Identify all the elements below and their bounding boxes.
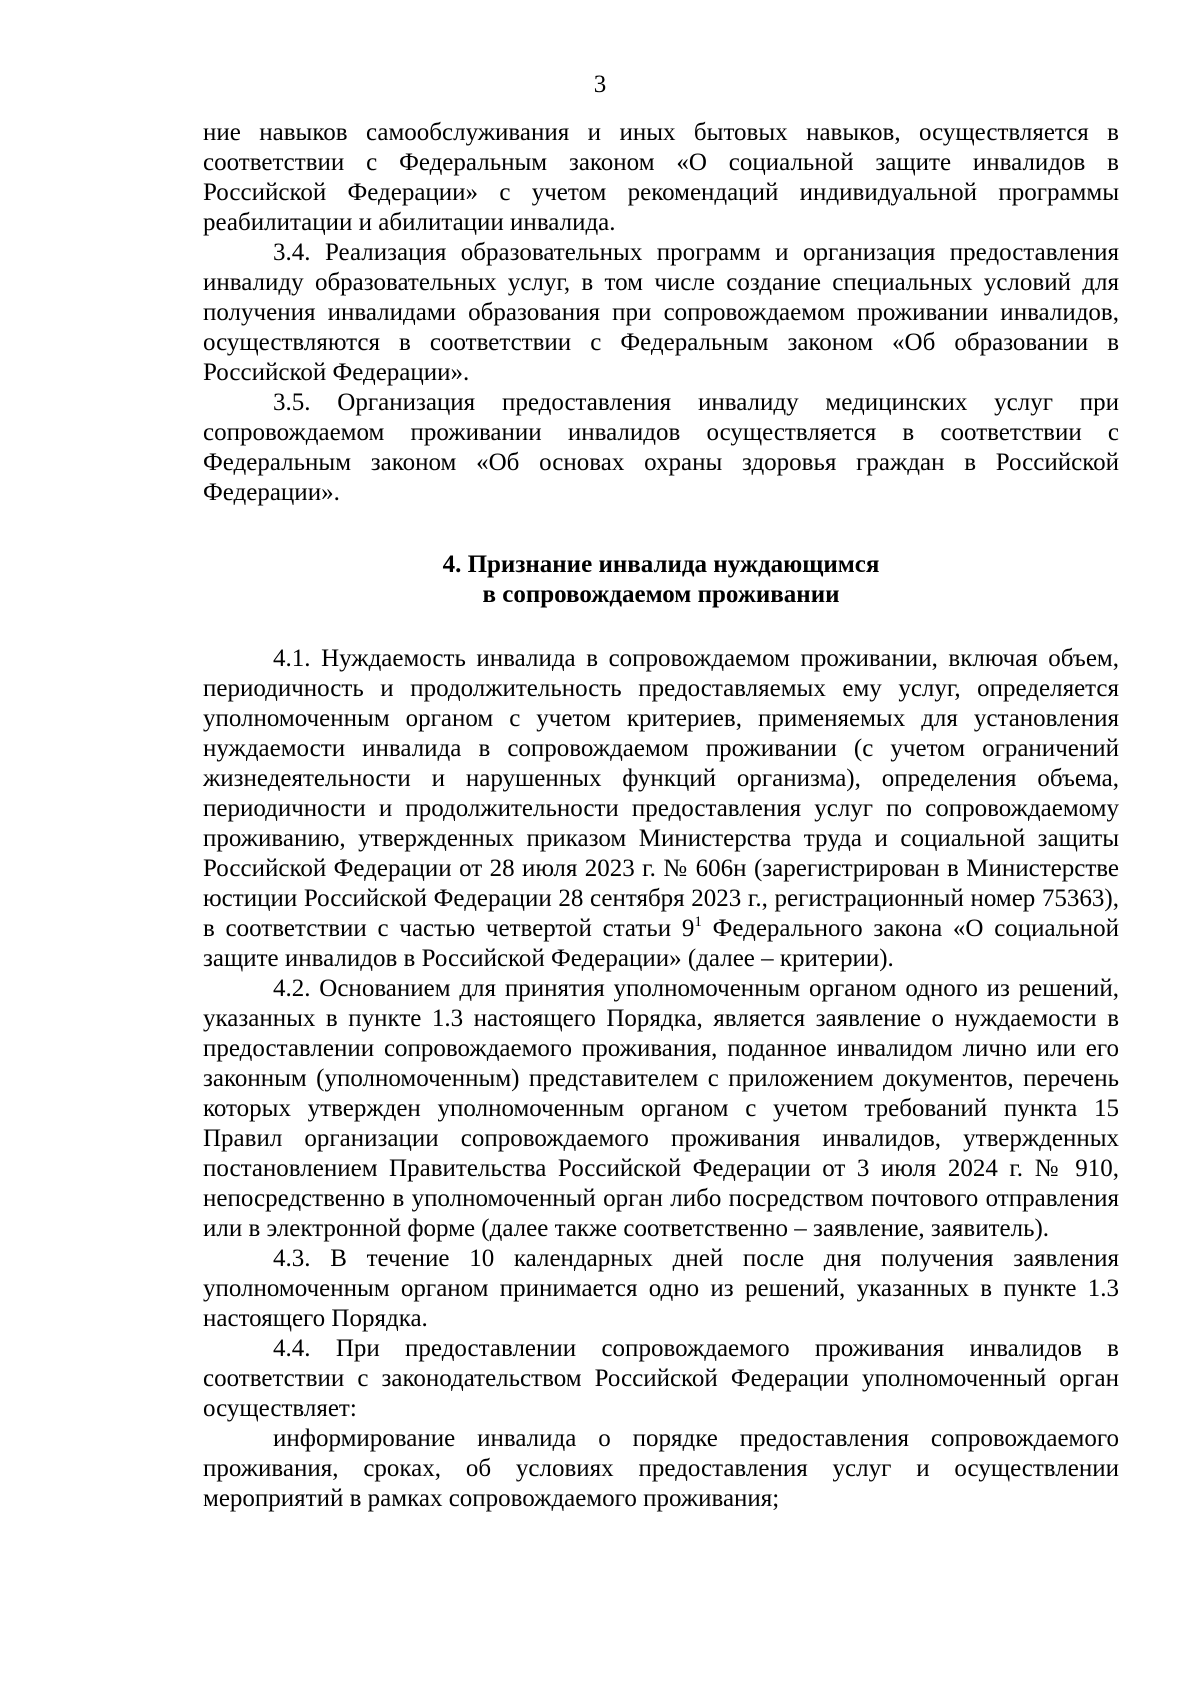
paragraph-3-4: 3.4. Реализация образовательных программ и организация предоставления инвалиду образовательных услуг, в том числе создание специальных условий для получения инвалидами образования при сопровождаемом проживании инвалидов, осуществляются в соответствии с Федеральным законом «Об образовании в Российской Федерации». bbox=[203, 239, 1119, 386]
document-body bbox=[203, 118, 1119, 1514]
paragraph-4-3: 4.3. В течение 10 календарных дней после дня получения заявления уполномоченным органом принимается одно из решений, указанных в пункте 1.3 настоящего Порядка. bbox=[203, 1245, 1119, 1332]
paragraph-4-1-text-end: Федерального закона «О социальной защите инвалидов в Российской Федерации» (далее – критерии). bbox=[203, 915, 1120, 972]
paragraph-4-4: 4.4. При предоставлении сопровождаемого проживания инвалидов в соответствии с законодательством Российской Федерации уполномоченный орган осуществляет: bbox=[203, 1335, 1119, 1422]
section-heading-line-1: 4. Признание инвалида нуждающимся bbox=[442, 551, 880, 578]
paragraph-3-5: 3.5. Организация предоставления инвалиду медицинских услуг при сопровождаемом проживании инвалидов осуществляется в соответствии с Федеральным законом «Об основах охраны здоровья граждан в Российской Федерации». bbox=[203, 389, 1119, 506]
section-heading-line-2: в сопровождаемом проживании bbox=[482, 581, 840, 608]
paragraph-3-3-continuation: ние навыков самообслуживания и иных бытовых навыков, осуществляется в соответствии с Федеральным законом «О социальной защите инвалидов в Российской Федерации» с учетом рекомендаций индивидуальной программы реабилитации и абилитации инвалида. bbox=[203, 119, 1119, 236]
paragraph-4-4-list-item: информирование инвалида о порядке предоставления сопровождаемого проживания, сроках, об условиях предоставления услуг и осуществлении мероприятий в рамках сопровождаемого проживания; bbox=[203, 1425, 1119, 1512]
section-heading bbox=[203, 550, 1119, 610]
page-number: 3 bbox=[593, 71, 607, 98]
superscript-marker: 1 bbox=[694, 914, 702, 930]
paragraph-4-2: 4.2. Основанием для принятия уполномоченным органом одного из решений, указанных в пункте 1.3 настоящего Порядка, является заявление о нуждаемости в предоставлении сопровождаемого проживания, поданное инвалидом лично или его законным (уполномоченным) представителем с приложением документов, перечень которых утвержден уполномоченным органом с учетом требований пункта 15 Правил организации сопровождаемого проживания инвалидов, утвержденных постановлением Правительства Российской Федерации от 3 июля 2024 г. № 910, непосредственно в уполномоченный орган либо посредством почтового отправления или в электронной форме (далее также соответственно – заявление, заявитель). bbox=[203, 975, 1119, 1242]
paragraph-4-1-text-start: 4.1. Нуждаемость инвалида в сопровождаемом проживании, включая объем, периодичность и продолжительность предоставляемых ему услуг, определяется уполномоченным органом с учетом критериев, применяемых для установления нуждаемости инвалида в сопровождаемом проживании (с учетом ограничений жизнедеятельности и нарушенных функций организма), определения объема, периодичности и продолжительности предоставления услуг по сопровождаемому проживанию, утвержденных приказом Министерства труда и социальной защиты Российской Федерации от 28 июля 2023 г. № 606н (зарегистрирован в Министерстве юстиции Российской Федерации 28 сентября 2023 г., регистрационный номер 75363), в соответствии с частью четвертой статьи 9 bbox=[203, 645, 1119, 942]
paragraph-4-1 bbox=[203, 644, 1119, 974]
